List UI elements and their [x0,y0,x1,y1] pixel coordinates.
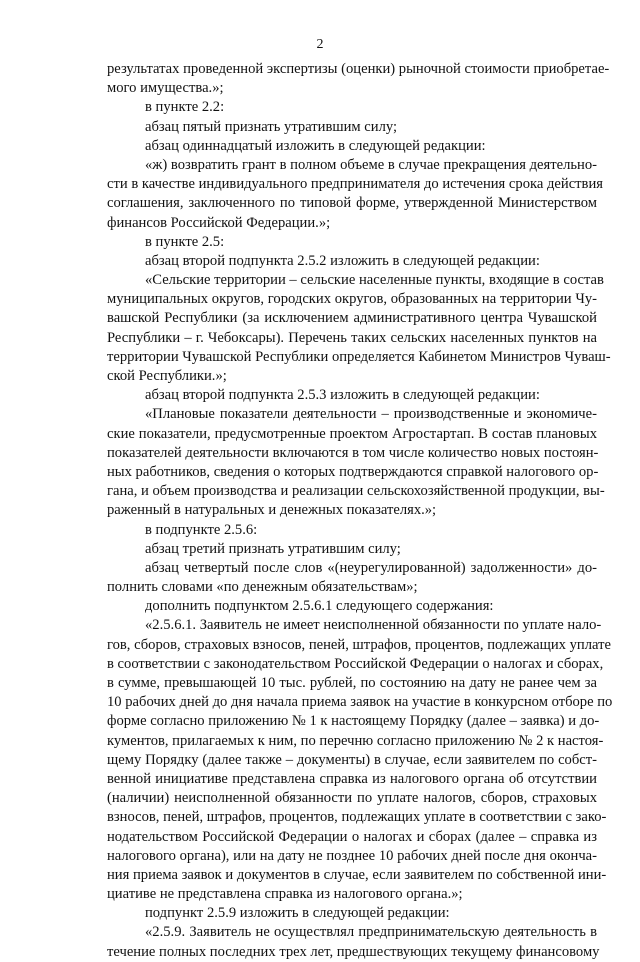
text-line: течение полных последних трех лет, предшествующих текущему финансовому [107,943,600,960]
text-line: сти в качестве индивидуального предпринимателя до истечения срока действия [107,176,603,193]
text-line: ской Республики.»; [107,368,227,384]
text-line: абзац второй подпункта 2.5.2 изложить в следующей редакции: [145,252,540,269]
text-line: циативе не представлена справка из налогового органа.»; [107,886,463,903]
text-line: 10 рабочих дней до дня начала приема заявок на участие в конкурсном отборе по [107,694,613,711]
text-line: (наличии) неисполненной обязанности по уплате налогов, сборов, страховых [107,790,597,807]
text-line: форме согласно приложению № 1 к настоящему Порядку (далее – заявка) и до- [107,713,600,730]
text-line: полнить словами «по денежным обязательствам»; [107,579,418,596]
text-line: ных работников, сведения о которых подтверждаются справкой налогового ор- [107,463,599,480]
text-line: абзац третий признать утратившим силу; [145,540,401,557]
text-line: мого имущества.»; [107,80,224,97]
text-line: гана, и объем производства и реализации сельскохозяйственной продукции, вы- [107,483,605,500]
text-line: дополнить подпунктом 2.5.6.1 следующего содержания: [145,598,494,615]
text-line: в пункте 2.2: [145,99,225,116]
page-number: 2 [316,37,324,52]
document-body [107,60,613,962]
text-line: финансов Российской Федерации.»; [107,214,331,231]
text-line: абзац одиннадцатый изложить в следующей редакции: [145,137,486,154]
text-line: абзац второй подпункта 2.5.3 изложить в следующей редакции: [145,387,540,404]
text-line: раженный в натуральных и денежных показателях.»; [107,502,437,519]
text-line: «2.5.9. Заявитель не осуществлял предпринимательскую деятельность в [145,924,597,941]
text-line: венной инициативе представлена справка из налогового органа об отсутствии [107,770,597,787]
text-line: соглашения, заключенного по типовой форме, утвержденной Министерством [107,195,597,212]
text-line: абзац пятый признать утратившим силу; [145,118,398,135]
text-line: взносов, пеней, штрафов, процентов, подлежащих уплате в соответствии с зако- [107,809,607,826]
text-line: показателей деятельности включаются в том числе количество новых постоян- [107,444,599,461]
text-line: ния приема заявок и документов в случае, если заявителем по собственной ини- [107,866,607,883]
text-line: в соответствии с законодательством Российской Федерации о налогах и сборах, [107,655,604,672]
text-line: вашской Республики (за исключением административного центра Чувашской [107,310,597,327]
text-line: в пункте 2.5: [145,233,225,250]
text-line: в сумме, превышающей 10 тыс. рублей, по состоянию на дату не ранее чем за [107,675,597,691]
text-line: в подпункте 2.5.6: [145,521,258,538]
text-line: «ж) возвратить грант в полном объеме в случае прекращения деятельно- [145,156,597,173]
text-line: ские показатели, предусмотренные проектом Агростартап. В состав плановых [107,425,597,442]
text-line: «Сельские территории – сельские населенные пункты, входящие в состав [145,272,604,289]
text-line: щему Порядку (далее также – документы) в случае, если заявителем по собст- [107,751,597,768]
text-line: нодательством Российской Федерации о налогах и сборах (далее – справка из [107,828,597,845]
text-line: «Плановые показатели деятельности – производственные и экономиче- [145,406,597,423]
text-line: территории Чувашской Республики определяется Кабинетом Министров Чуваш- [107,348,611,365]
text-line: налогового органа), или на дату не позднее 10 рабочих дней после дня оконча- [107,847,597,864]
text-line: подпункт 2.5.9 изложить в следующей редакции: [145,905,450,922]
text-line: абзац четвертый после слов «(неурегулированной) задолженности» до- [145,559,597,576]
text-line: муниципальных округов, городских округов, образованных на территории Чу- [107,291,597,308]
text-line: результатах проведенной экспертизы (оценки) рыночной стоимости приобретае- [107,61,610,77]
text-line: гов, сборов, страховых взносов, пеней, штрафов, процентов, подлежащих уплате [107,636,611,653]
text-line: «2.5.6.1. Заявитель не имеет неисполненной обязанности по уплате нало- [145,617,602,634]
text-line: Республики – г. Чебоксары). Перечень таких сельских населенных пунктов на [107,329,597,346]
text-line: кументов, прилагаемых к ним, по перечню согласно приложению № 2 к настоя- [107,732,604,749]
